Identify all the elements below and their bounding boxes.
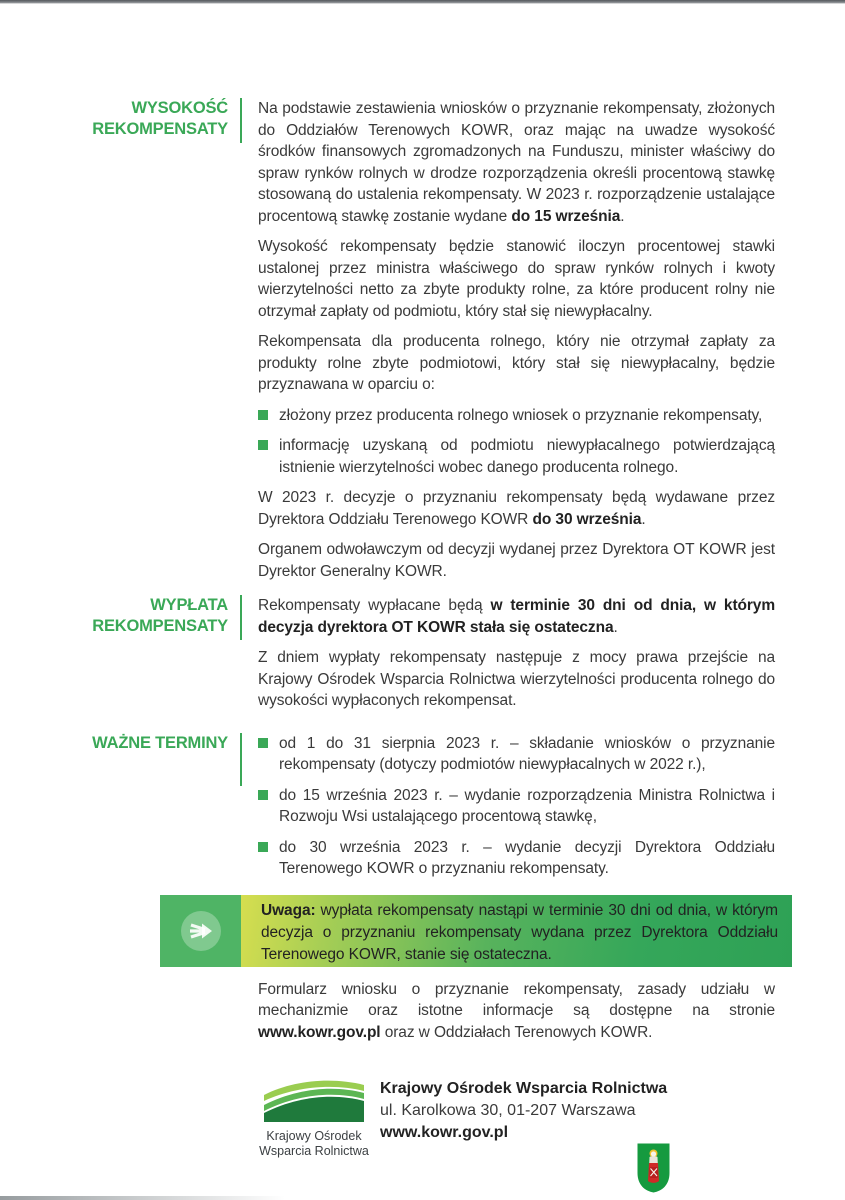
section-content [258, 98, 775, 591]
organization-website: www.kowr.gov.pl [380, 1124, 509, 1141]
notice-icon-cell [160, 895, 241, 967]
section-label-column [0, 733, 242, 786]
coat-of-arms-icon [637, 1143, 670, 1193]
text-run: Formularz wniosku o przyznanie rekompensaty, zasady udziału w mechanizmie oraz istotne informacje są dostępne na stronie [258, 980, 775, 1019]
section-wyplata-rekompensaty [0, 595, 845, 721]
section-label-column [0, 98, 242, 143]
text-run: Rekompensaty wypłacane będą [258, 597, 491, 614]
label-line: REKOMPENSATY [92, 120, 228, 138]
logo-caption-line: Wsparcia Rolnictwa [259, 1144, 369, 1158]
text-run: Rekompensata dla producenta rolnego, który nie otrzymał zapłaty za produkty rolne zbyte podmiotowi, który stał się niewypłacalny, będzie przyznawana w oparciu o: [258, 333, 775, 393]
label-line: WAŻNE TERMINY [92, 733, 228, 752]
paragraph [258, 331, 775, 396]
kowr-logo [258, 1078, 370, 1159]
kowr-swoosh-logo-icon [264, 1078, 364, 1122]
bullet-square-icon [258, 440, 268, 450]
paragraph [258, 487, 775, 530]
bullet-text: złożony przez producenta rolnego wniosek o przyznanie rekompensaty, [279, 406, 763, 424]
paragraph [258, 236, 775, 322]
section-label-wyplata [92, 595, 242, 640]
paragraph [258, 647, 775, 712]
scan-artifact-bottom-smudge [0, 1196, 285, 1200]
section-wysokosc-rekompensaty [0, 98, 845, 591]
logo-caption-line: Krajowy Ośrodek [266, 1129, 362, 1143]
text-run: . [620, 207, 625, 225]
bullet-square-icon [258, 842, 268, 852]
bold-deadline: w terminie 30 dni od dnia, w którym decyzja dyrektora OT KOWR stała się ostateczna [258, 597, 776, 636]
closing-paragraph [258, 979, 775, 1044]
section-content [258, 733, 775, 889]
bullet-text: informację uzyskaną od podmiotu niewypłacalnego potwierdzającą istnienie wierzytelności wobec danego producenta rolnego. [279, 437, 775, 476]
document-body [0, 98, 845, 1043]
section-label-wysokosc [92, 98, 242, 143]
section-label-column [0, 595, 242, 640]
bullet-text: do 15 września 2023 r. – wydanie rozporządzenia Ministra Rolnictwa i Rozwoju Wsi ustalającego procentową stawkę, [279, 786, 775, 825]
scan-artifact-top-line [0, 0, 845, 4]
text-run: Na podstawie zestawienia wniosków o przyznanie rekompensaty, złożonych do Oddziałów Terenowych KOWR, oraz mając na uwadze wysokość środków finansowych zgromadzonych na Funduszu, minister właściwy do spraw rynków rolnych w drodze rozporządzenia określi procentową stawkę stosowaną do ustalenia rekompensaty. W 2023 r. rozporządzenie ustalające procentową stawkę zostanie wydane [258, 100, 775, 225]
paragraph [258, 98, 775, 227]
text-run: Organem odwoławczym od decyzji wydanej przez Dyrektora OT KOWR jest Dyrektor Generalny KOWR. [258, 541, 775, 580]
website-url: www.kowr.gov.pl [258, 1023, 381, 1041]
notice-text [241, 895, 792, 967]
bullet-square-icon [258, 738, 268, 748]
paragraph [258, 539, 775, 582]
bullet-square-icon [258, 410, 268, 420]
bold-deadline: do 15 września [511, 207, 621, 225]
bullet-text: do 30 września 2023 r. – wydanie decyzji Dyrektora Oddziału Terenowego KOWR o przyznaniu rekompensaty. [279, 838, 775, 877]
bullet-text: od 1 do 31 sierpnia 2023 r. – składanie wniosków o przyznanie rekompensaty (dotyczy podmiotów niewypłacalnych w 2022 r.), [279, 734, 775, 773]
section-wazne-terminy [0, 733, 845, 889]
arrow-circle-icon [178, 908, 224, 954]
text-run: . [641, 510, 646, 528]
text-run: wypłata rekompensaty nastąpi w terminie 30 dni od dnia, w którym decyzja o przyznaniu rekompensaty wydana przez Dyrektora Oddziału Terenowego KOWR, stanie się ostateczna. [261, 901, 778, 963]
notice-banner [160, 895, 792, 967]
paragraph [258, 595, 775, 638]
bullet-item [258, 837, 775, 880]
bullet-item [258, 785, 775, 828]
label-line: WYPŁATA [150, 596, 228, 614]
section-label-terminy [92, 733, 242, 786]
text-run: Wysokość rekompensaty będzie stanowić iloczyn procentowej stawki ustalonej przez ministra właściwego do spraw rynków rolnych i kwoty wierzytelności netto za zbyte produkty rolne, za które producent rolny nie otrzymał zapłaty od podmiotu, który stał się niewypłacalny. [258, 238, 775, 320]
notice-bold-word: Uwaga: [261, 901, 316, 919]
footer [258, 1078, 667, 1159]
organization-name: Krajowy Ośrodek Wsparcia Rolnictwa [380, 1080, 668, 1097]
bullet-square-icon [258, 790, 268, 800]
text-run: . [613, 618, 618, 636]
bullet-item [258, 733, 775, 776]
text-run: oraz w Oddziałach Terenowych KOWR. [380, 1023, 653, 1041]
organization-address: ul. Karolkowa 30, 01-207 Warszawa [380, 1102, 636, 1119]
text-run: Z dniem wypłaty rekompensaty następuje z mocy prawa przejście na Krajowy Ośrodek Wsparcia Rolnictwa wierzytelności producenta rolnego do wysokości wypłaconych rekompensat. [258, 649, 775, 709]
bold-deadline: do 30 września [532, 510, 642, 528]
label-line: WYSOKOŚĆ [131, 99, 228, 117]
logo-caption [258, 1129, 370, 1159]
text-run: W 2023 r. decyzje o przyznaniu rekompensaty będą wydawane przez Dyrektora Oddziału Terenowego KOWR [258, 489, 775, 528]
bullet-item [258, 435, 775, 478]
label-line: REKOMPENSATY [92, 617, 228, 635]
bullet-item [258, 405, 775, 427]
footer-contact-info [380, 1078, 667, 1144]
section-content [258, 595, 775, 721]
